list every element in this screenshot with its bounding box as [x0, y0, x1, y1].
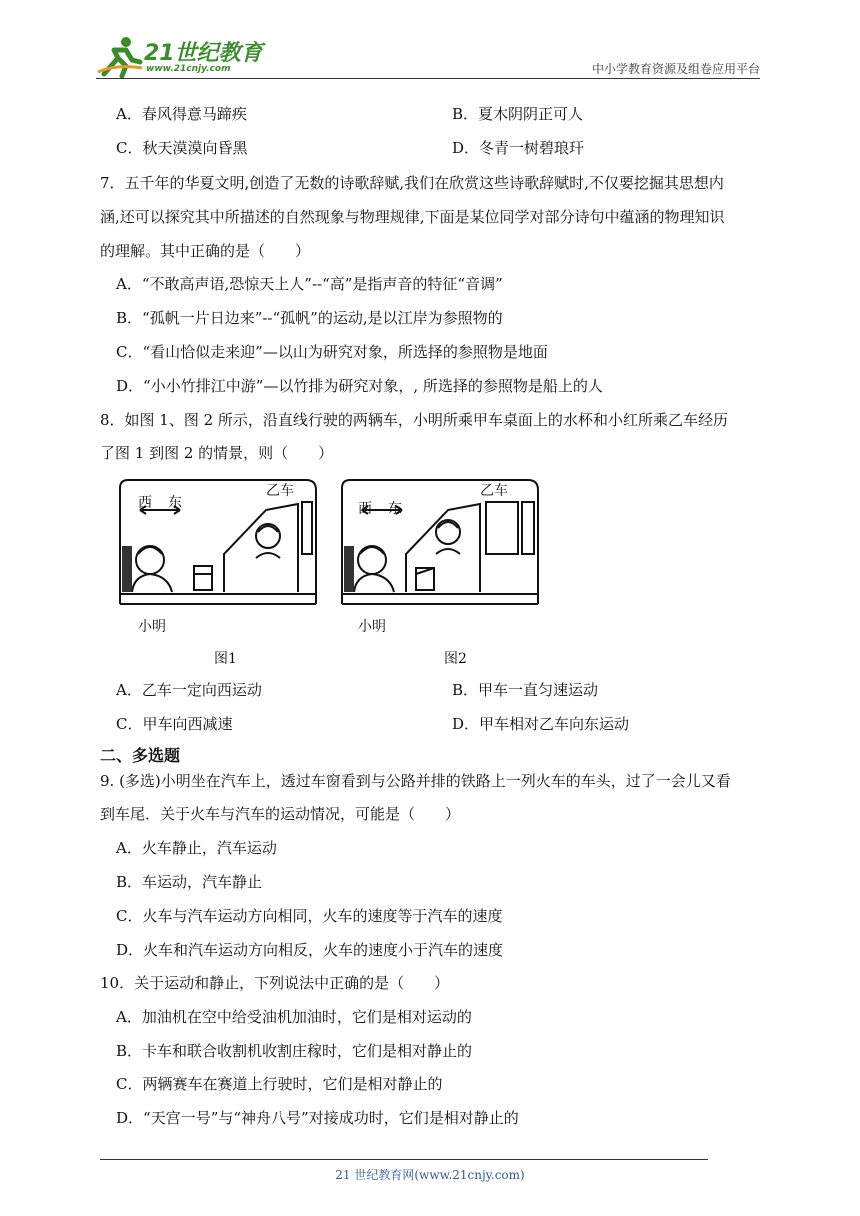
question-8-figure [116, 474, 546, 674]
fig2-caption: 图2 [444, 651, 467, 667]
text-line: D．冬青一树碧琅玕 [452, 139, 585, 157]
fig1-caption: 图1 [214, 651, 237, 667]
footer-divider [100, 1159, 708, 1160]
fig2-person: 小明 [358, 619, 386, 635]
header-divider [96, 78, 760, 79]
text-line: D．“小小竹排江中游”—以竹排为研究对象，, 所选择的参照物是船上的人 [116, 377, 603, 395]
runner-logo-icon [96, 34, 144, 78]
text-line: C．火车与汽车运动方向相同，火车的速度等于汽车的速度 [116, 907, 503, 925]
platform-name: 中小学教育资源及组卷应用平台 [591, 62, 760, 76]
logo-text: 21世纪教育 [144, 41, 263, 66]
text-line: D．甲车相对乙车向东运动 [452, 715, 630, 733]
logo-url: www.21cnjy.com [146, 64, 231, 74]
fig1-person: 小明 [138, 619, 166, 635]
text-line: D．“天宫一号”与“神舟八号”对接成功时，它们是相对静止的 [116, 1109, 519, 1127]
text-line: 9. (多选)小明坐在汽车上，透过车窗看到与公路并排的铁路上一列火车的车头，过了一会儿又看 [100, 772, 731, 790]
section-title: 二、多选题 [100, 746, 181, 765]
text-line: A．“不敢高声语,恐惊天上人”--“高”是指声音的特征“音调” [116, 275, 503, 293]
site-logo [96, 34, 266, 78]
text-line: C．秋天漠漠向昏黑 [116, 139, 248, 157]
text-line: B．甲车一直匀速运动 [452, 681, 599, 699]
text-line: A．乙车一定向西运动 [116, 681, 262, 699]
page-footer: 21 世纪教育网(www.21cnjy.com) [335, 1168, 525, 1182]
fig1-car-label: 乙车 [266, 483, 294, 499]
text-line: A．加油机在空中给受油机加油时，它们是相对运动的 [116, 1008, 472, 1026]
fig1-west: 西 [138, 495, 152, 511]
fig2-west: 西 [358, 501, 372, 517]
text-line: B．夏木阴阴正可人 [452, 105, 584, 123]
text-line: 涵,还可以探究其中所描述的自然现象与物理规律,下面是某位同学对部分诗句中蕴涵的物理知识 [100, 208, 725, 226]
text-line: 7．五千年的华夏文明,创造了无数的诗歌辞赋,我们在欣赏这些诗歌辞赋时,不仅要挖掘其思想内 [100, 174, 724, 192]
text-line: B．“孤帆一片日边来”--“孤帆”的运动,是以江岸为参照物的 [116, 309, 503, 327]
text-line: C．“看山恰似走来迎”—以山为研究对象，所选择的参照物是地面 [116, 343, 548, 361]
fig2-east: 东 [388, 501, 402, 517]
text-line: A．火车静止，汽车运动 [116, 839, 277, 857]
text-line: C．两辆赛车在赛道上行驶时，它们是相对静止的 [116, 1075, 443, 1093]
text-line: 了图 1 到图 2 的情景，则（ ） [100, 444, 334, 462]
text-line: 10．关于运动和静止，下列说法中正确的是（ ） [100, 974, 450, 992]
text-line: 到车尾．关于火车与汽车的运动情况，可能是（ ） [100, 805, 461, 823]
text-line: 的理解。其中正确的是（ ） [100, 242, 311, 260]
fig1-east: 东 [168, 495, 182, 511]
text-line: C．甲车向西减速 [116, 715, 233, 733]
text-line: 8．如图 1、图 2 所示，沿直线行驶的两辆车，小明所乘甲车桌面上的水杯和小红所乘乙车经历 [100, 411, 728, 429]
text-line: B．卡车和联合收割机收割庄稼时，它们是相对静止的 [116, 1042, 473, 1060]
text-line: A．春风得意马蹄疾 [116, 105, 247, 123]
text-line: B．车运动，汽车静止 [116, 873, 263, 891]
text-line: D．火车和汽车运动方向相反，火车的速度小于汽车的速度 [116, 941, 504, 959]
page-header [96, 34, 760, 80]
fig2-car-label: 乙车 [480, 483, 508, 499]
